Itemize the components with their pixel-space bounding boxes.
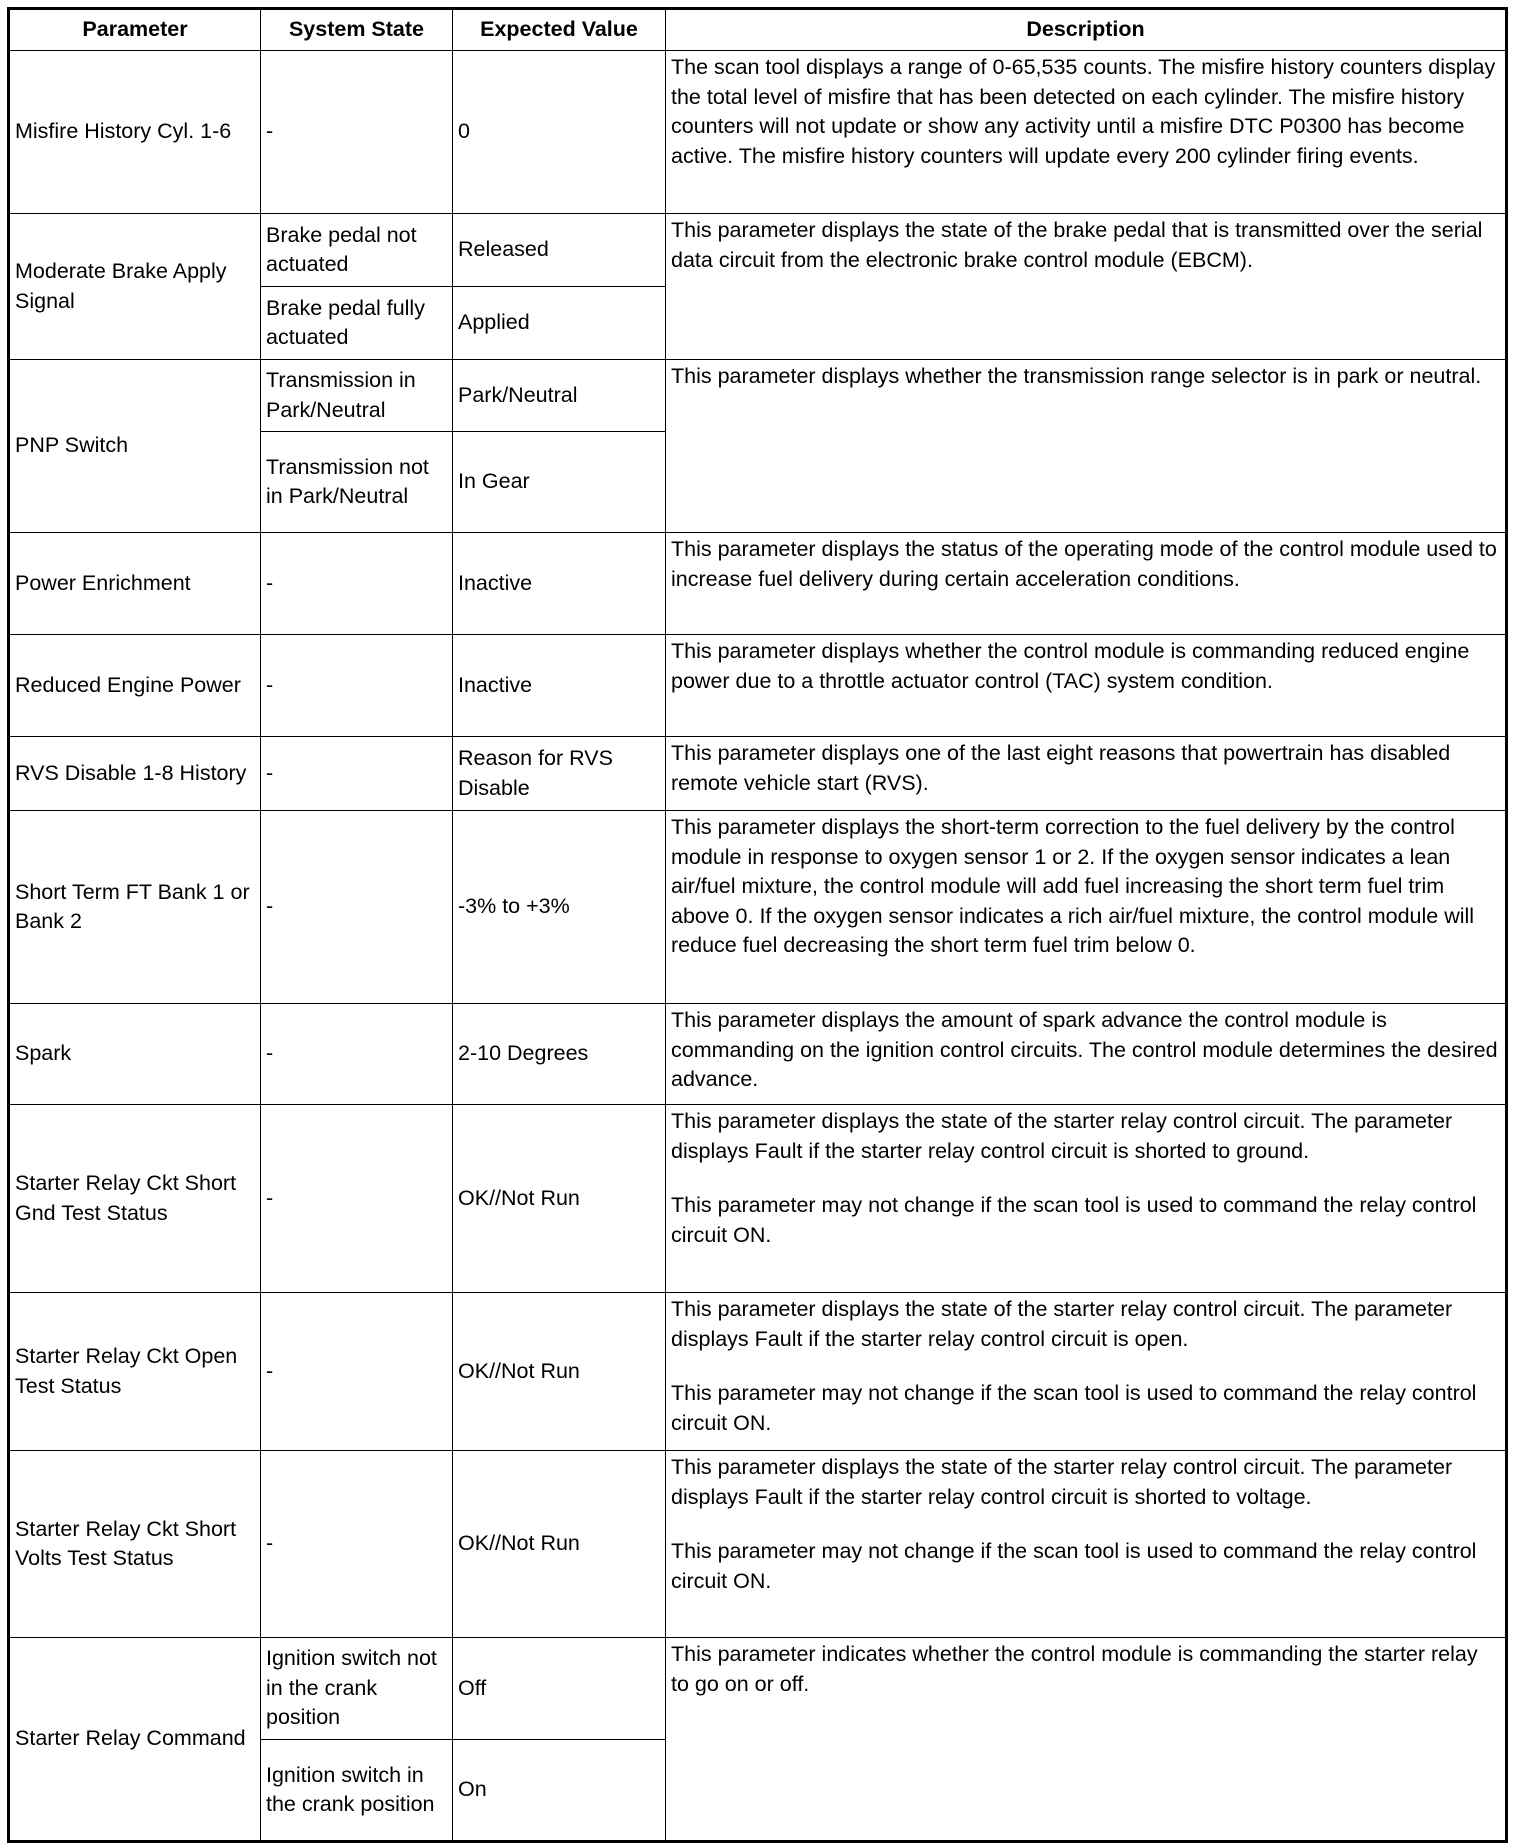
- table-row: [9, 811, 1507, 1004]
- description-paragraph: This parameter displays whether the control module is commanding reduced engine power due to a throttle actuator control (TAC) system condition.: [671, 639, 1470, 693]
- expected-value-cell: Inactive: [453, 635, 666, 737]
- table-row: [9, 1638, 1507, 1740]
- expected-value-cell: OK//Not Run: [453, 1451, 666, 1638]
- parameter-cell: RVS Disable 1-8 History: [9, 737, 261, 811]
- parameter-cell: Starter Relay Ckt Open Test Status: [9, 1293, 261, 1451]
- system-state-cell: -: [261, 1004, 453, 1105]
- parameter-cell: Starter Relay Ckt Short Volts Test Status: [9, 1451, 261, 1638]
- expected-value-cell: Off: [453, 1638, 666, 1740]
- description-paragraph: This parameter displays the short-term correction to the fuel delivery by the control module in response to oxygen sensor 1 or 2. If the oxygen sensor indicates a lean air/fuel mixture, the control module will add fuel increasing the short term fuel trim above 0. If the oxygen sensor indicates a rich air/fuel mixture, the control module will reduce fuel decreasing the short term fuel trim below 0.: [671, 815, 1475, 957]
- table-row: [9, 214, 1507, 287]
- description-cell: [666, 737, 1507, 811]
- expected-value-cell: OK//Not Run: [453, 1105, 666, 1293]
- parameter-cell: Spark: [9, 1004, 261, 1105]
- description-paragraph: This parameter displays the state of the brake pedal that is transmitted over the serial data circuit from the electronic brake control module (EBCM).: [671, 218, 1483, 272]
- description-paragraph: This parameter displays the state of the starter relay control circuit. The parameter displays Fault if the starter relay control circuit is open.: [671, 1297, 1453, 1351]
- header-expected-value: Expected Value: [453, 9, 666, 51]
- description-paragraph: This parameter displays the amount of spark advance the control module is commanding on the ignition control circuits. The control module determines the desired advance.: [671, 1008, 1498, 1091]
- parameter-table: [7, 7, 1508, 1843]
- expected-value-cell: Applied: [453, 287, 666, 360]
- parameter-cell: Starter Relay Ckt Short Gnd Test Status: [9, 1105, 261, 1293]
- description-cell: [666, 1638, 1507, 1842]
- parameter-cell: Misfire History Cyl. 1-6: [9, 51, 261, 214]
- description-cell: [666, 1105, 1507, 1293]
- system-state-cell: -: [261, 51, 453, 214]
- description-paragraph: This parameter displays the state of the starter relay control circuit. The parameter displays Fault if the starter relay control circuit is shorted to voltage.: [671, 1455, 1453, 1509]
- table-row: [9, 635, 1507, 737]
- parameter-cell: Reduced Engine Power: [9, 635, 261, 737]
- header-system-state: System State: [261, 9, 453, 51]
- expected-value-cell: In Gear: [453, 432, 666, 533]
- table-row: [9, 533, 1507, 635]
- header-description: Description: [666, 9, 1507, 51]
- expected-value-cell: Released: [453, 214, 666, 287]
- table-row: [9, 51, 1507, 214]
- description-cell: [666, 1004, 1507, 1105]
- description-cell: [666, 635, 1507, 737]
- system-state-cell: Ignition switch not in the crank position: [261, 1638, 453, 1740]
- parameter-cell: Short Term FT Bank 1 or Bank 2: [9, 811, 261, 1004]
- expected-value-cell: 0: [453, 51, 666, 214]
- system-state-cell: -: [261, 533, 453, 635]
- system-state-cell: -: [261, 811, 453, 1004]
- header-parameter: Parameter: [9, 9, 261, 51]
- parameter-cell: Starter Relay Command: [9, 1638, 261, 1842]
- description-paragraph: The scan tool displays a range of 0-65,535 counts. The misfire history counters display the total level of misfire that has been detected on each cylinder. The misfire history counters will not update or show any activity until a misfire DTC P0300 has become active. The misfire history counters will update every 200 cylinder firing events.: [671, 55, 1496, 168]
- table-row: [9, 737, 1507, 811]
- system-state-cell: Transmission not in Park/Neutral: [261, 432, 453, 533]
- description-cell: [666, 214, 1507, 360]
- system-state-cell: Brake pedal fully actuated: [261, 287, 453, 360]
- expected-value-cell: Park/Neutral: [453, 360, 666, 432]
- description-paragraph: This parameter indicates whether the control module is commanding the starter relay to go on or off.: [671, 1642, 1478, 1696]
- system-state-cell: Ignition switch in the crank position: [261, 1740, 453, 1842]
- parameter-cell: Power Enrichment: [9, 533, 261, 635]
- expected-value-cell: On: [453, 1740, 666, 1842]
- description-cell: [666, 1451, 1507, 1638]
- system-state-cell: -: [261, 1451, 453, 1638]
- expected-value-cell: OK//Not Run: [453, 1293, 666, 1451]
- system-state-cell: Transmission in Park/Neutral: [261, 360, 453, 432]
- table-row: [9, 1105, 1507, 1293]
- system-state-cell: -: [261, 1105, 453, 1293]
- expected-value-cell: Reason for RVS Disable: [453, 737, 666, 811]
- expected-value-cell: 2-10 Degrees: [453, 1004, 666, 1105]
- parameter-cell: Moderate Brake Apply Signal: [9, 214, 261, 360]
- table-row: [9, 1451, 1507, 1638]
- description-cell: [666, 1293, 1507, 1451]
- description-paragraph: This parameter displays one of the last eight reasons that powertrain has disabled remote vehicle start (RVS).: [671, 741, 1451, 795]
- description-paragraph: This parameter may not change if the scan tool is used to command the relay control circuit ON.: [671, 1193, 1477, 1247]
- table-row: [9, 1004, 1507, 1105]
- description-paragraph: This parameter displays the status of the operating mode of the control module used to increase fuel delivery during certain acceleration conditions.: [671, 537, 1497, 591]
- system-state-cell: -: [261, 635, 453, 737]
- description-paragraph: This parameter may not change if the scan tool is used to command the relay control circuit ON.: [671, 1539, 1477, 1593]
- parameter-cell: PNP Switch: [9, 360, 261, 533]
- table-row: [9, 1293, 1507, 1451]
- system-state-cell: -: [261, 1293, 453, 1451]
- description-cell: [666, 360, 1507, 533]
- system-state-cell: -: [261, 737, 453, 811]
- expected-value-cell: Inactive: [453, 533, 666, 635]
- header-row: [9, 9, 1507, 51]
- description-cell: [666, 811, 1507, 1004]
- description-cell: [666, 51, 1507, 214]
- description-paragraph: This parameter displays whether the transmission range selector is in park or neutral.: [671, 364, 1482, 388]
- description-paragraph: This parameter may not change if the scan tool is used to command the relay control circuit ON.: [671, 1381, 1477, 1435]
- description-paragraph: This parameter displays the state of the starter relay control circuit. The parameter displays Fault if the starter relay control circuit is shorted to ground.: [671, 1109, 1453, 1163]
- description-cell: [666, 533, 1507, 635]
- system-state-cell: Brake pedal not actuated: [261, 214, 453, 287]
- expected-value-cell: -3% to +3%: [453, 811, 666, 1004]
- table-row: [9, 360, 1507, 432]
